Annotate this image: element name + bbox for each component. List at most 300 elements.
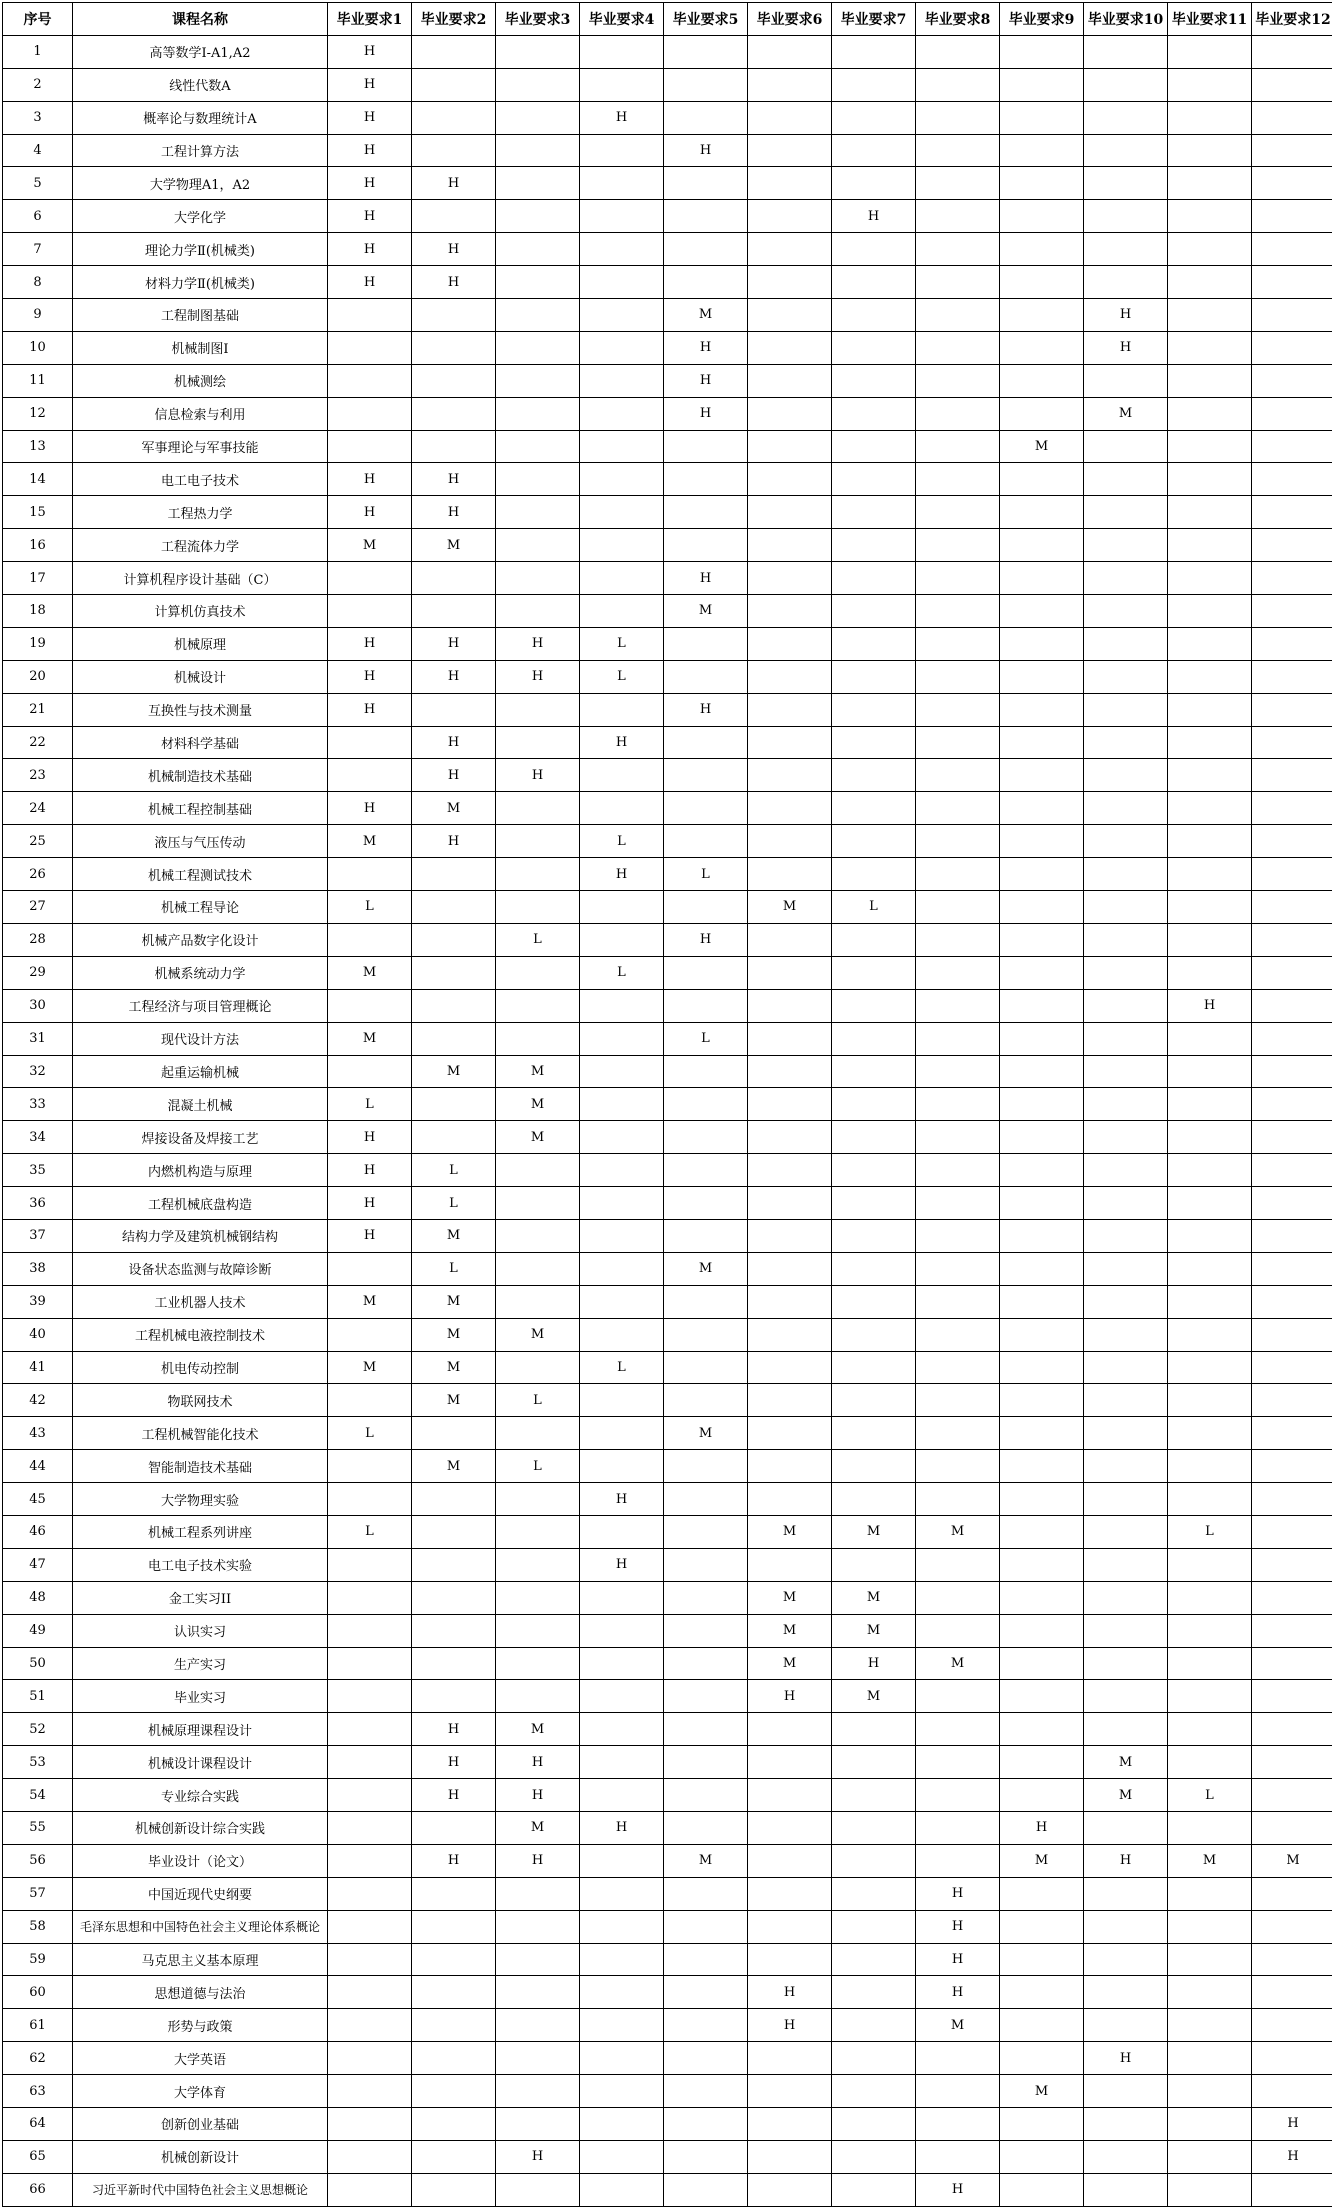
column-header-requirement-7: 毕业要求7 xyxy=(832,3,916,36)
course-name: 思想道德与法治 xyxy=(73,1976,328,2009)
requirement-cell xyxy=(496,1943,580,1976)
requirement-cell: M xyxy=(916,2009,1000,2042)
course-requirement-matrix xyxy=(2,2,1332,2207)
requirement-cell xyxy=(328,1450,412,1483)
requirement-cell xyxy=(328,299,412,332)
requirement-cell: M xyxy=(664,1252,748,1285)
requirement-cell xyxy=(1252,1614,1332,1647)
requirement-cell xyxy=(496,2173,580,2206)
course-name: 创新创业基础 xyxy=(73,2108,328,2141)
requirement-cell xyxy=(496,233,580,266)
course-name: 工程制图基础 xyxy=(73,299,328,332)
requirement-cell xyxy=(328,1943,412,1976)
requirement-cell: H xyxy=(412,1779,496,1812)
requirement-cell: M xyxy=(412,1219,496,1252)
requirement-cell xyxy=(832,364,916,397)
requirement-cell xyxy=(664,1450,748,1483)
requirement-cell xyxy=(832,2042,916,2075)
requirement-cell xyxy=(1252,1417,1332,1450)
requirement-cell xyxy=(580,1779,664,1812)
requirement-cell xyxy=(916,1121,1000,1154)
requirement-cell xyxy=(1000,68,1084,101)
requirement-cell: H xyxy=(328,627,412,660)
requirement-cell xyxy=(1252,858,1332,891)
requirement-cell xyxy=(580,299,664,332)
requirement-cell: H xyxy=(496,627,580,660)
row-index: 52 xyxy=(3,1713,73,1746)
table-row xyxy=(3,1252,1332,1285)
requirement-cell xyxy=(580,1844,664,1877)
requirement-cell xyxy=(1168,792,1252,825)
course-name: 计算机程序设计基础（C） xyxy=(73,562,328,595)
requirement-cell xyxy=(664,266,748,299)
requirement-cell xyxy=(1000,989,1084,1022)
requirement-cell xyxy=(1168,693,1252,726)
requirement-cell xyxy=(1084,1351,1168,1384)
requirement-cell xyxy=(412,299,496,332)
requirement-cell xyxy=(1000,1219,1084,1252)
requirement-cell xyxy=(412,693,496,726)
row-index: 12 xyxy=(3,397,73,430)
requirement-cell: H xyxy=(580,858,664,891)
requirement-cell: L xyxy=(580,825,664,858)
table-row xyxy=(3,693,1332,726)
requirement-cell: M xyxy=(412,1450,496,1483)
requirement-cell xyxy=(748,463,832,496)
requirement-cell xyxy=(1084,463,1168,496)
row-index: 31 xyxy=(3,1022,73,1055)
requirement-cell xyxy=(916,266,1000,299)
requirement-cell xyxy=(1168,1581,1252,1614)
requirement-cell xyxy=(496,989,580,1022)
requirement-cell: H xyxy=(328,200,412,233)
requirement-cell xyxy=(1168,1811,1252,1844)
requirement-cell xyxy=(1168,200,1252,233)
requirement-cell xyxy=(412,2108,496,2141)
requirement-cell xyxy=(1084,891,1168,924)
requirement-cell xyxy=(916,660,1000,693)
requirement-cell xyxy=(1000,167,1084,200)
course-name: 机械设计 xyxy=(73,660,328,693)
requirement-cell xyxy=(748,1483,832,1516)
requirement-cell xyxy=(1000,200,1084,233)
requirement-cell xyxy=(496,331,580,364)
requirement-cell xyxy=(580,1713,664,1746)
row-index: 26 xyxy=(3,858,73,891)
requirement-cell xyxy=(748,1121,832,1154)
table-row xyxy=(3,1943,1332,1976)
requirement-cell xyxy=(1000,397,1084,430)
requirement-cell xyxy=(580,134,664,167)
requirement-cell xyxy=(1252,1581,1332,1614)
requirement-cell xyxy=(748,2108,832,2141)
requirement-cell xyxy=(832,1811,916,1844)
row-index: 44 xyxy=(3,1450,73,1483)
requirement-cell xyxy=(496,562,580,595)
requirement-cell xyxy=(832,923,916,956)
requirement-cell xyxy=(496,726,580,759)
requirement-cell xyxy=(412,1943,496,1976)
requirement-cell xyxy=(580,1614,664,1647)
requirement-cell xyxy=(1252,1285,1332,1318)
requirement-cell xyxy=(664,1647,748,1680)
requirement-cell xyxy=(664,2140,748,2173)
course-name: 军事理论与军事技能 xyxy=(73,430,328,463)
requirement-cell: L xyxy=(328,1515,412,1548)
requirement-cell xyxy=(832,529,916,562)
row-index: 57 xyxy=(3,1877,73,1910)
requirement-cell xyxy=(916,1811,1000,1844)
requirement-cell: H xyxy=(1000,1811,1084,1844)
course-name: 机械制图Ⅰ xyxy=(73,331,328,364)
requirement-cell xyxy=(832,627,916,660)
course-name: 高等数学I-A1,A2 xyxy=(73,35,328,68)
requirement-cell: M xyxy=(748,1581,832,1614)
requirement-cell: H xyxy=(328,463,412,496)
table-row xyxy=(3,1910,1332,1943)
requirement-cell xyxy=(580,1515,664,1548)
requirement-cell: H xyxy=(328,134,412,167)
requirement-cell xyxy=(412,595,496,628)
requirement-cell xyxy=(916,1713,1000,1746)
course-name: 结构力学及建筑机械钢结构 xyxy=(73,1219,328,1252)
row-index: 5 xyxy=(3,167,73,200)
requirement-cell xyxy=(328,1055,412,1088)
requirement-cell xyxy=(832,299,916,332)
requirement-cell xyxy=(664,529,748,562)
requirement-cell xyxy=(748,2173,832,2206)
course-name: 形势与政策 xyxy=(73,2009,328,2042)
requirement-cell xyxy=(496,364,580,397)
requirement-cell xyxy=(916,562,1000,595)
row-index: 32 xyxy=(3,1055,73,1088)
requirement-cell xyxy=(832,693,916,726)
requirement-cell xyxy=(916,68,1000,101)
requirement-cell xyxy=(1084,101,1168,134)
table-row xyxy=(3,1581,1332,1614)
requirement-cell xyxy=(1168,1483,1252,1516)
requirement-cell xyxy=(1252,1976,1332,2009)
requirement-cell xyxy=(1084,562,1168,595)
requirement-cell xyxy=(496,1219,580,1252)
requirement-cell xyxy=(1000,1713,1084,1746)
requirement-cell xyxy=(1084,1417,1168,1450)
requirement-cell xyxy=(916,726,1000,759)
requirement-cell xyxy=(664,1877,748,1910)
requirement-cell xyxy=(496,299,580,332)
requirement-cell xyxy=(1252,2042,1332,2075)
requirement-cell xyxy=(1084,1450,1168,1483)
requirement-cell xyxy=(328,595,412,628)
requirement-cell xyxy=(496,2009,580,2042)
requirement-cell xyxy=(664,989,748,1022)
requirement-cell xyxy=(580,430,664,463)
requirement-cell xyxy=(412,1417,496,1450)
requirement-cell xyxy=(1000,693,1084,726)
requirement-cell xyxy=(1084,825,1168,858)
requirement-cell xyxy=(1168,1022,1252,1055)
table-row xyxy=(3,2108,1332,2141)
table-row xyxy=(3,792,1332,825)
requirement-cell: H xyxy=(748,2009,832,2042)
requirement-cell xyxy=(1168,1548,1252,1581)
requirement-cell xyxy=(1084,595,1168,628)
requirement-cell xyxy=(412,134,496,167)
requirement-cell: H xyxy=(412,1844,496,1877)
requirement-cell xyxy=(412,1548,496,1581)
requirement-cell xyxy=(580,233,664,266)
requirement-cell xyxy=(1000,1548,1084,1581)
requirement-cell xyxy=(664,1483,748,1516)
table-row xyxy=(3,660,1332,693)
row-index: 8 xyxy=(3,266,73,299)
requirement-cell xyxy=(1168,2108,1252,2141)
row-index: 46 xyxy=(3,1515,73,1548)
requirement-cell xyxy=(1168,35,1252,68)
requirement-cell xyxy=(664,891,748,924)
requirement-cell: H xyxy=(328,693,412,726)
row-index: 63 xyxy=(3,2075,73,2108)
requirement-cell xyxy=(1000,266,1084,299)
column-header-requirement-9: 毕业要求9 xyxy=(1000,3,1084,36)
requirement-cell: H xyxy=(412,825,496,858)
row-index: 28 xyxy=(3,923,73,956)
requirement-cell xyxy=(328,923,412,956)
table-row xyxy=(3,1318,1332,1351)
requirement-cell xyxy=(916,331,1000,364)
requirement-cell: M xyxy=(496,1318,580,1351)
requirement-cell: M xyxy=(664,1844,748,1877)
requirement-cell xyxy=(748,1910,832,1943)
table-row xyxy=(3,364,1332,397)
column-header-course-name: 课程名称 xyxy=(73,3,328,36)
table-row xyxy=(3,529,1332,562)
row-index: 42 xyxy=(3,1384,73,1417)
requirement-cell xyxy=(412,989,496,1022)
requirement-cell xyxy=(1084,1910,1168,1943)
row-index: 2 xyxy=(3,68,73,101)
requirement-cell xyxy=(916,989,1000,1022)
requirement-cell xyxy=(1000,496,1084,529)
requirement-cell xyxy=(916,1483,1000,1516)
requirement-cell xyxy=(1000,1779,1084,1812)
requirement-cell xyxy=(916,627,1000,660)
requirement-cell xyxy=(832,1022,916,1055)
requirement-cell xyxy=(1168,2173,1252,2206)
requirement-cell xyxy=(1252,101,1332,134)
requirement-cell xyxy=(748,101,832,134)
requirement-cell: H xyxy=(412,496,496,529)
requirement-cell xyxy=(580,792,664,825)
requirement-cell xyxy=(832,1285,916,1318)
requirement-cell xyxy=(1168,1088,1252,1121)
requirement-cell xyxy=(916,430,1000,463)
requirement-cell xyxy=(916,167,1000,200)
requirement-cell xyxy=(916,825,1000,858)
requirement-cell xyxy=(1000,1252,1084,1285)
requirement-cell: M xyxy=(748,1614,832,1647)
requirement-cell: M xyxy=(916,1515,1000,1548)
requirement-cell: H xyxy=(496,759,580,792)
requirement-cell xyxy=(580,463,664,496)
requirement-cell xyxy=(664,2042,748,2075)
requirement-cell: H xyxy=(412,266,496,299)
requirement-cell xyxy=(496,1417,580,1450)
course-name: 焊接设备及焊接工艺 xyxy=(73,1121,328,1154)
table-row xyxy=(3,1713,1332,1746)
course-name: 机械工程控制基础 xyxy=(73,792,328,825)
table-row xyxy=(3,989,1332,1022)
requirement-cell xyxy=(1000,627,1084,660)
requirement-cell: M xyxy=(496,1055,580,1088)
requirement-cell: H xyxy=(328,167,412,200)
requirement-cell: H xyxy=(328,35,412,68)
table-row xyxy=(3,2075,1332,2108)
requirement-cell xyxy=(748,858,832,891)
requirement-cell xyxy=(1168,1285,1252,1318)
table-row xyxy=(3,2173,1332,2206)
row-index: 54 xyxy=(3,1779,73,1812)
requirement-cell xyxy=(1000,660,1084,693)
requirement-cell xyxy=(580,496,664,529)
requirement-cell xyxy=(412,1910,496,1943)
requirement-cell xyxy=(496,1252,580,1285)
requirement-cell xyxy=(328,2009,412,2042)
requirement-cell xyxy=(748,1219,832,1252)
table-row xyxy=(3,1844,1332,1877)
requirement-cell: M xyxy=(1000,430,1084,463)
requirement-cell xyxy=(916,792,1000,825)
requirement-cell xyxy=(1252,1811,1332,1844)
requirement-cell xyxy=(664,1351,748,1384)
requirement-cell xyxy=(748,397,832,430)
requirement-cell xyxy=(1252,1515,1332,1548)
requirement-cell xyxy=(1084,233,1168,266)
row-index: 61 xyxy=(3,2009,73,2042)
requirement-cell xyxy=(328,1647,412,1680)
requirement-cell xyxy=(916,956,1000,989)
requirement-cell xyxy=(1084,2108,1168,2141)
requirement-cell xyxy=(748,1055,832,1088)
course-name: 金工实习II xyxy=(73,1581,328,1614)
table-row xyxy=(3,1187,1332,1220)
row-index: 25 xyxy=(3,825,73,858)
row-index: 35 xyxy=(3,1154,73,1187)
requirement-cell xyxy=(916,2140,1000,2173)
table-row xyxy=(3,463,1332,496)
requirement-cell: M xyxy=(1084,1746,1168,1779)
requirement-cell xyxy=(328,397,412,430)
requirement-cell: H xyxy=(748,1976,832,2009)
requirement-cell xyxy=(496,1187,580,1220)
requirement-cell: H xyxy=(328,496,412,529)
requirement-cell xyxy=(916,1285,1000,1318)
requirement-cell xyxy=(1252,1318,1332,1351)
requirement-cell xyxy=(832,759,916,792)
requirement-cell xyxy=(412,1647,496,1680)
requirement-cell xyxy=(1000,1384,1084,1417)
requirement-cell xyxy=(916,923,1000,956)
requirement-cell xyxy=(1084,1121,1168,1154)
requirement-cell xyxy=(412,2140,496,2173)
requirement-cell xyxy=(748,2140,832,2173)
requirement-cell xyxy=(1000,956,1084,989)
row-index: 43 xyxy=(3,1417,73,1450)
requirement-cell xyxy=(748,1088,832,1121)
row-index: 45 xyxy=(3,1483,73,1516)
requirement-cell xyxy=(580,1680,664,1713)
column-header-requirement-5: 毕业要求5 xyxy=(664,3,748,36)
requirement-cell xyxy=(328,1614,412,1647)
requirement-cell xyxy=(1252,233,1332,266)
requirement-cell xyxy=(1084,693,1168,726)
requirement-cell xyxy=(1168,1417,1252,1450)
requirement-cell xyxy=(1252,1713,1332,1746)
requirement-cell xyxy=(496,1022,580,1055)
requirement-cell xyxy=(832,2075,916,2108)
requirement-cell xyxy=(1000,1976,1084,2009)
requirement-cell: M xyxy=(832,1581,916,1614)
requirement-cell xyxy=(1252,1055,1332,1088)
course-name: 机械制造技术基础 xyxy=(73,759,328,792)
requirement-cell xyxy=(1252,825,1332,858)
requirement-cell: M xyxy=(1000,1844,1084,1877)
row-index: 1 xyxy=(3,35,73,68)
row-index: 19 xyxy=(3,627,73,660)
table-row xyxy=(3,759,1332,792)
requirement-cell xyxy=(832,1417,916,1450)
requirement-cell xyxy=(1252,68,1332,101)
requirement-cell xyxy=(580,1647,664,1680)
requirement-cell xyxy=(328,1581,412,1614)
requirement-cell xyxy=(1168,430,1252,463)
requirement-cell xyxy=(1000,2108,1084,2141)
requirement-cell xyxy=(664,1581,748,1614)
requirement-cell: H xyxy=(580,101,664,134)
requirement-cell xyxy=(1252,2009,1332,2042)
row-index: 10 xyxy=(3,331,73,364)
table-row xyxy=(3,1976,1332,2009)
requirement-cell xyxy=(748,1417,832,1450)
row-index: 59 xyxy=(3,1943,73,1976)
requirement-cell xyxy=(412,364,496,397)
requirement-cell xyxy=(748,595,832,628)
requirement-cell xyxy=(580,1746,664,1779)
requirement-cell xyxy=(1000,2009,1084,2042)
requirement-cell: H xyxy=(328,792,412,825)
requirement-cell xyxy=(1084,1318,1168,1351)
requirement-cell xyxy=(664,2009,748,2042)
table-row xyxy=(3,825,1332,858)
row-index: 37 xyxy=(3,1219,73,1252)
requirement-cell: M xyxy=(328,529,412,562)
row-index: 41 xyxy=(3,1351,73,1384)
requirement-cell: H xyxy=(664,134,748,167)
requirement-cell xyxy=(664,1976,748,2009)
requirement-cell xyxy=(748,299,832,332)
requirement-cell xyxy=(1084,1187,1168,1220)
requirement-cell xyxy=(748,1877,832,1910)
requirement-cell: H xyxy=(412,463,496,496)
table-row xyxy=(3,1548,1332,1581)
requirement-cell xyxy=(664,1811,748,1844)
course-name: 机械创新设计综合实践 xyxy=(73,1811,328,1844)
course-name: 信息检索与利用 xyxy=(73,397,328,430)
requirement-cell xyxy=(832,989,916,1022)
course-name: 机械设计课程设计 xyxy=(73,1746,328,1779)
course-name: 机电传动控制 xyxy=(73,1351,328,1384)
requirement-cell xyxy=(1252,1022,1332,1055)
